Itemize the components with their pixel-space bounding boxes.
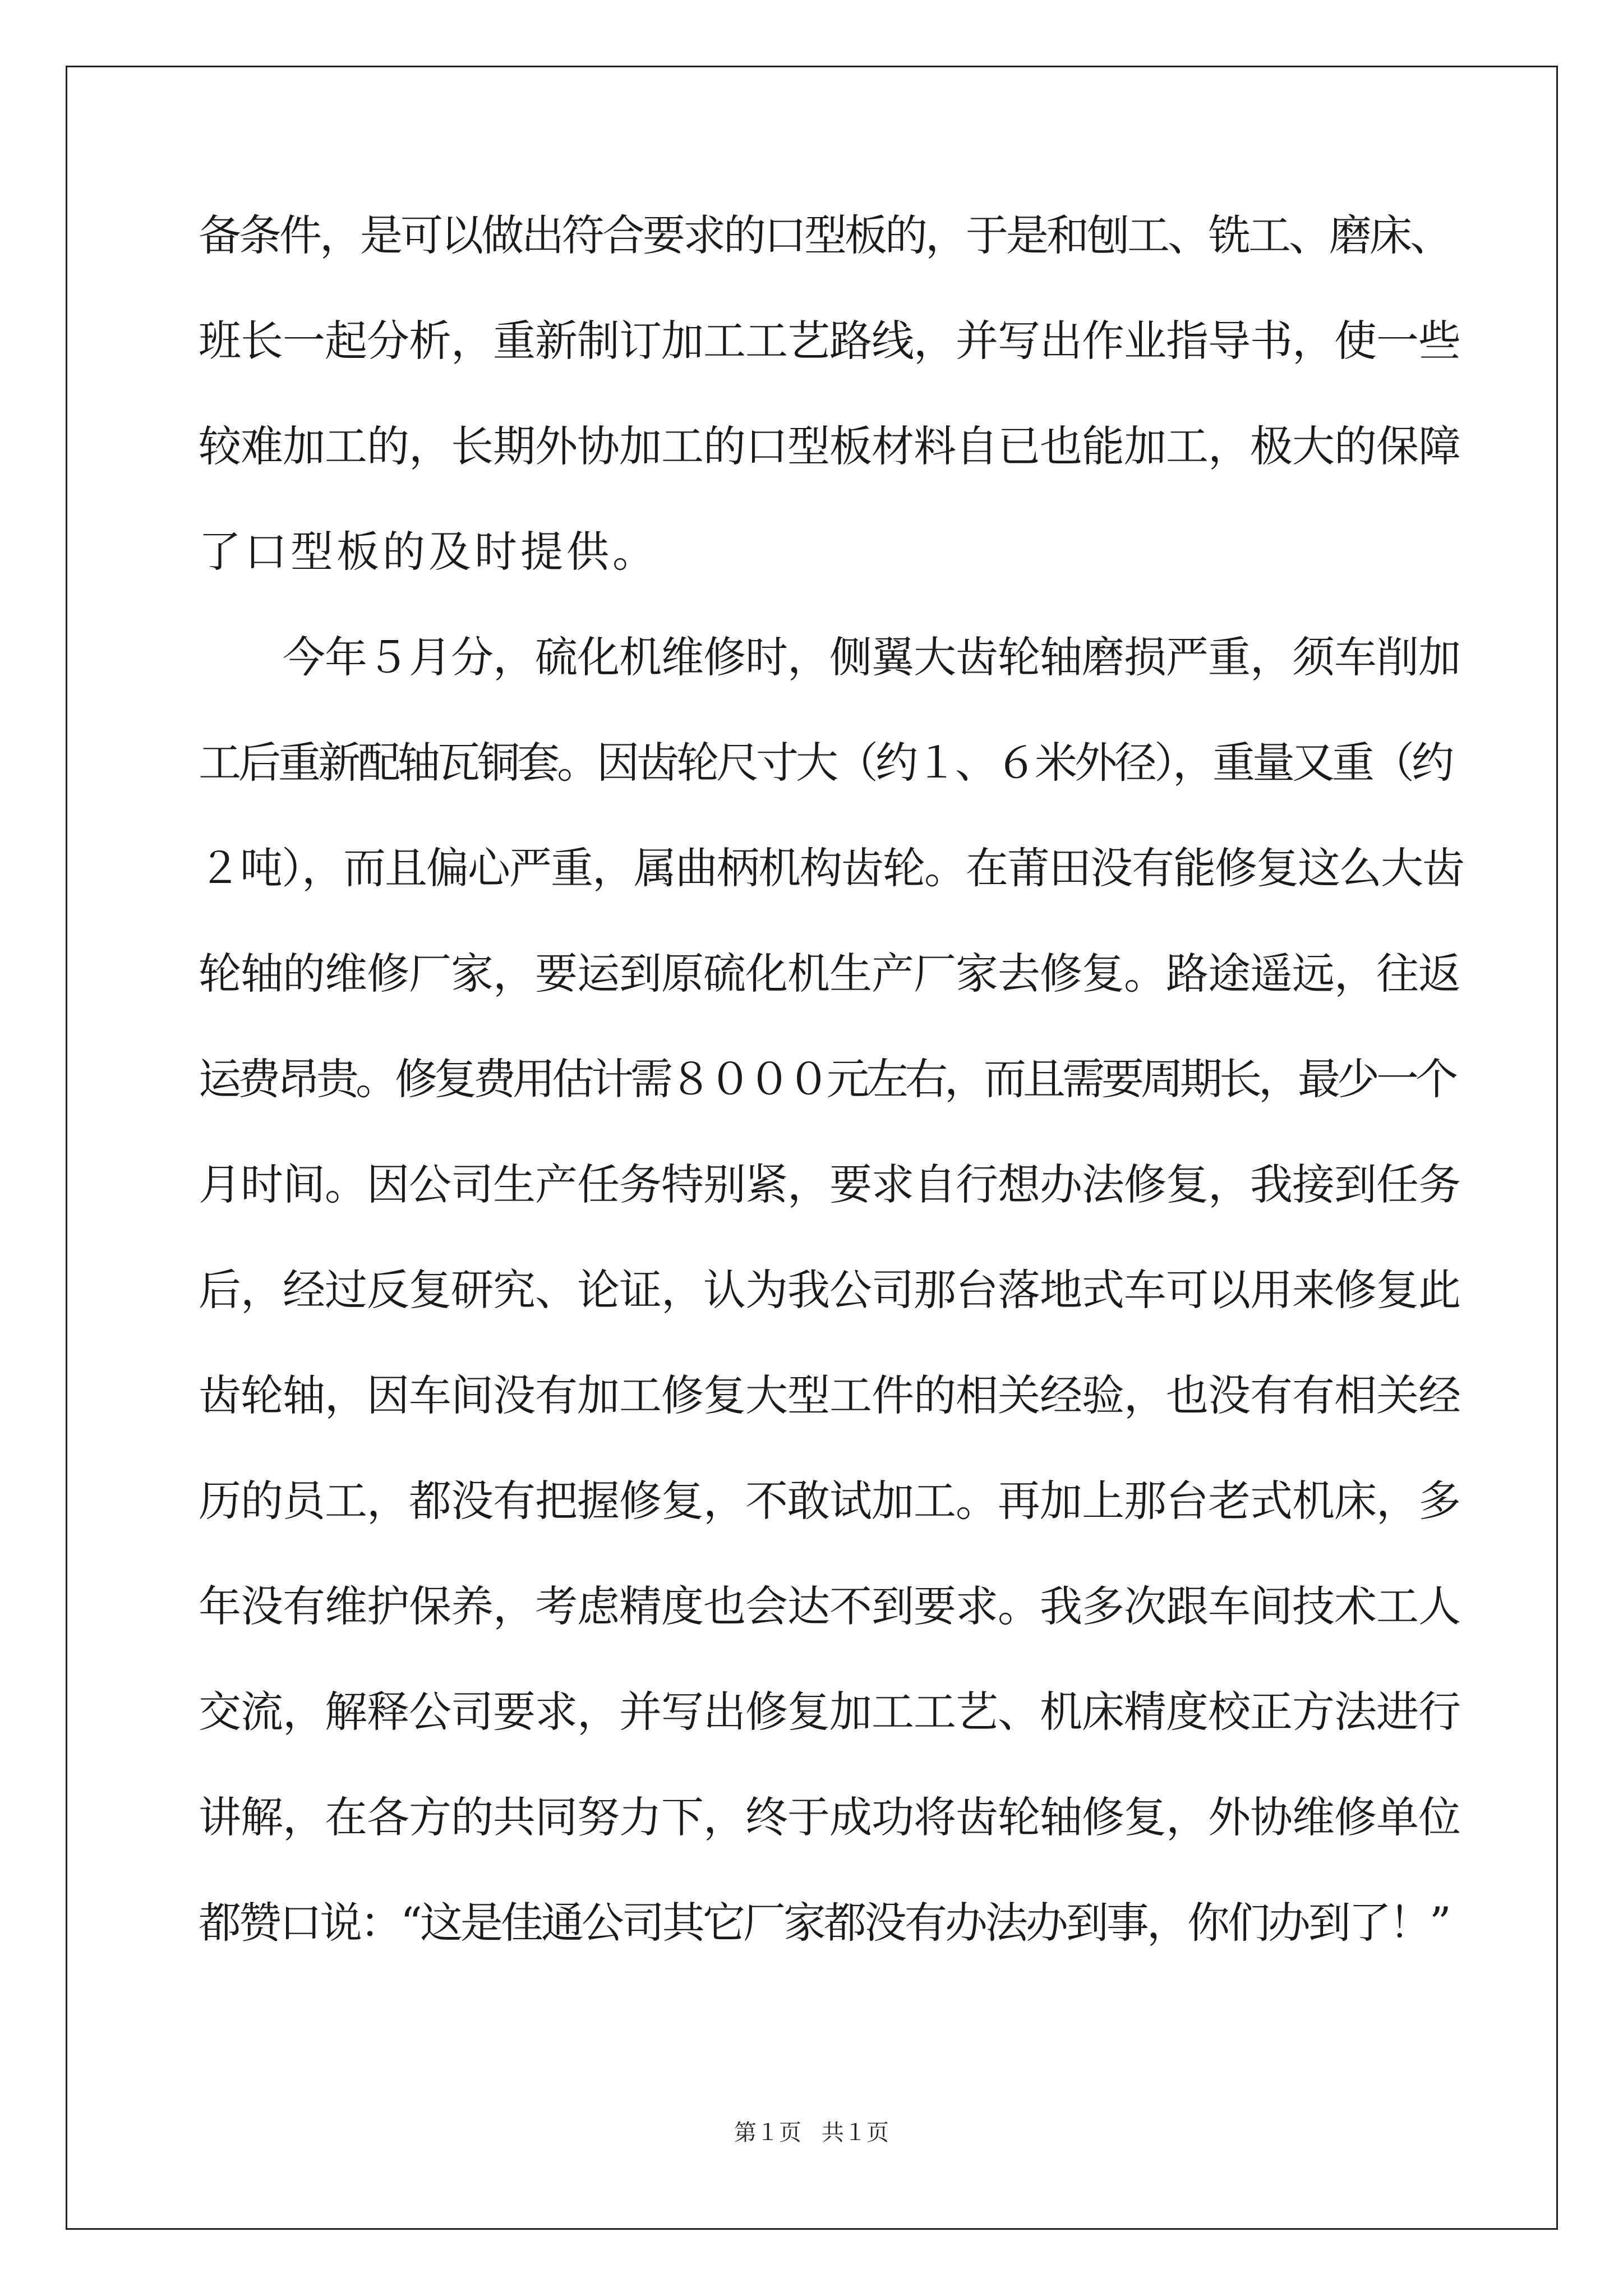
text-line: 年没有维护保养，考虑精度也会达不到要求。我多次跟车间技术工人 — [199, 1581, 1460, 1631]
text-line: 都赞口说：“这是佳通公司其它厂家都没有办法办到事，你们办到了！” — [199, 1898, 1449, 1948]
text-line: 运费昂贵。修复费用估计需８０００元左右，而且需要周期长，最少一个 — [199, 1054, 1455, 1104]
text-line: 备条件，是可以做出符合要求的口型板的，于是和刨工、铣工、磨床、 — [199, 210, 1450, 260]
text-line: ２吨），而且偏心严重，属曲柄机构齿轮。在莆田没有能修复这么大齿 — [199, 843, 1464, 893]
paragraph-first-line: 今年５月分，硫化机维修时，侧翼大齿轮轴磨损严重，须车削加 — [283, 632, 1460, 682]
text-line: 了口型板的及时提供。 — [199, 527, 658, 577]
text-line: 齿轮轴，因车间没有加工修复大型工件的相关经验，也没有有相关经 — [199, 1370, 1460, 1420]
text-line: 历的员工，都没有把握修复，不敢试加工。再加上那台老式机床，多 — [199, 1476, 1460, 1526]
text-line: 班长一起分析，重新制订加工工艺路线，并写出作业指导书，使一些 — [199, 316, 1460, 366]
text-line: 轮轴的维修厂家，要运到原硫化机生产厂家去修复。路途遥远，往返 — [199, 949, 1460, 999]
page-total: 共１页 — [822, 2120, 889, 2146]
text-line: 交流，解释公司要求，并写出修复加工工艺、机床精度校正方法进行 — [199, 1687, 1460, 1737]
page-footer — [0, 2116, 1623, 2150]
text-line: 月时间。因公司生产任务特别紧，要求自行想办法修复，我接到任务 — [199, 1159, 1460, 1209]
text-line: 后，经过反复研究、论证，认为我公司那台落地式车可以用来修复此 — [199, 1265, 1460, 1315]
text-line: 工后重新配轴瓦铜套。因齿轮尺寸大（约１、６米外径），重量又重（约 — [199, 738, 1451, 788]
page-number: 第１页 — [734, 2120, 801, 2146]
text-line: 讲解，在各方的共同努力下，终于成功将齿轮轴修复，外协维修单位 — [199, 1792, 1460, 1842]
text-line: 较难加工的，长期外协加工的口型板材料自已也能加工，极大的保障 — [199, 421, 1460, 471]
